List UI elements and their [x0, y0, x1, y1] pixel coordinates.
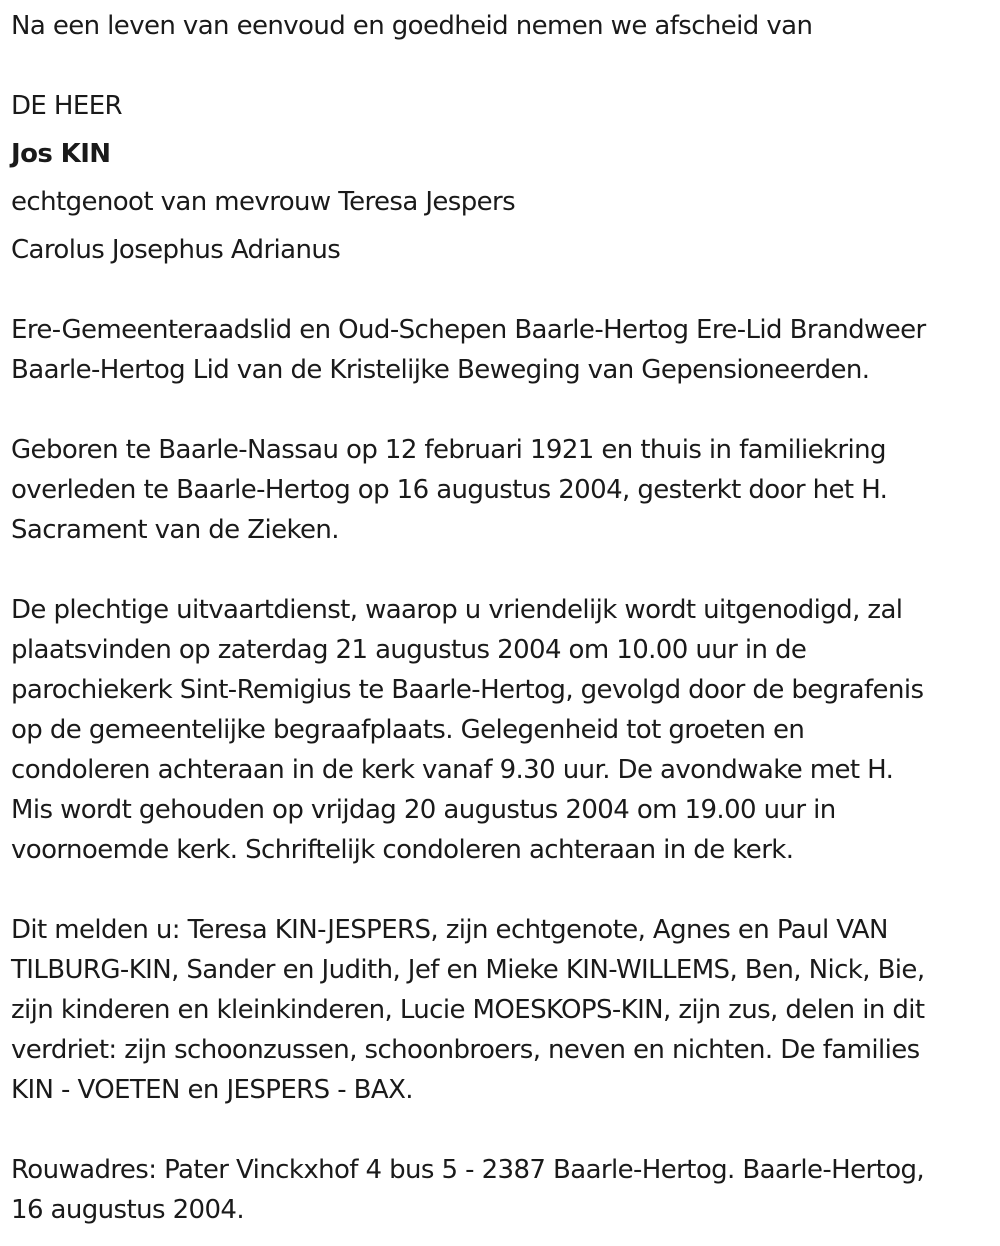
paragraph-line: Rouwadres: Pater Vinckxhof 4 bus 5 - 2387 Baarle-Hertog. Baarle-Hertog, — [11, 1155, 925, 1185]
paragraph-line: plaatsvinden op zaterdag 21 augustus 2004 om 10.00 uur in de — [11, 635, 807, 665]
paragraph-line: overleden te Baarle-Hertog op 16 augustus 2004, gesterkt door het H. — [11, 475, 888, 505]
paragraph-line: De plechtige uitvaartdienst, waarop u vriendelijk wordt uitgenodigd, zal — [11, 595, 903, 625]
paragraph-line: Geboren te Baarle-Nassau op 12 februari 1921 en thuis in familiekring — [11, 435, 886, 465]
paragraph-line: parochiekerk Sint-Remigius te Baarle-Hertog, gevolgd door de begrafenis — [11, 675, 924, 705]
funeral-paragraph — [11, 590, 996, 870]
honorific-title: DE HEER — [11, 91, 122, 121]
paragraph-line: Mis wordt gehouden op vrijdag 20 augustus 2004 om 19.00 uur in — [11, 795, 836, 825]
paragraph-line: 16 augustus 2004. — [11, 1195, 245, 1225]
paragraph-line: condoleren achteraan in de kerk vanaf 9.30 uur. De avondwake met H. — [11, 755, 894, 785]
paragraph-line: op de gemeentelijke begraafplaats. Gelegenheid tot groeten en — [11, 715, 805, 745]
paragraph-line: KIN - VOETEN en JESPERS - BAX. — [11, 1075, 413, 1105]
paragraph-line: Sacrament van de Zieken. — [11, 515, 339, 545]
paragraph-line: Baarle-Hertog Lid van de Kristelijke Beweging van Gepensioneerden. — [11, 355, 870, 385]
intro-text: Na een leven van eenvoud en goedheid nemen we afscheid van — [11, 11, 813, 41]
paragraph-line: voornoemde kerk. Schriftelijk condoleren achteraan in de kerk. — [11, 835, 794, 865]
paragraph-line: zijn kinderen en kleinkinderen, Lucie MOESKOPS-KIN, zijn zus, delen in dit — [11, 995, 925, 1025]
full-given-names: Carolus Josephus Adrianus — [11, 235, 341, 265]
address-paragraph — [11, 1150, 996, 1230]
spouse-line: echtgenoot van mevrouw Teresa Jespers — [11, 187, 516, 217]
paragraph-line: Dit melden u: Teresa KIN-JESPERS, zijn echtgenote, Agnes en Paul VAN — [11, 915, 888, 945]
paragraph-line: Ere-Gemeenteraadslid en Oud-Schepen Baarle-Hertog Ere-Lid Brandweer — [11, 315, 926, 345]
paragraph-line: TILBURG-KIN, Sander en Judith, Jef en Mieke KIN-WILLEMS, Ben, Nick, Bie, — [11, 955, 925, 985]
family-paragraph — [11, 910, 996, 1110]
birth-death-paragraph — [11, 430, 996, 550]
deceased-name: Jos KIN — [11, 139, 111, 169]
paragraph-line: verdriet: zijn schoonzussen, schoonbroers, neven en nichten. De families — [11, 1035, 920, 1065]
functions-paragraph — [11, 310, 996, 390]
